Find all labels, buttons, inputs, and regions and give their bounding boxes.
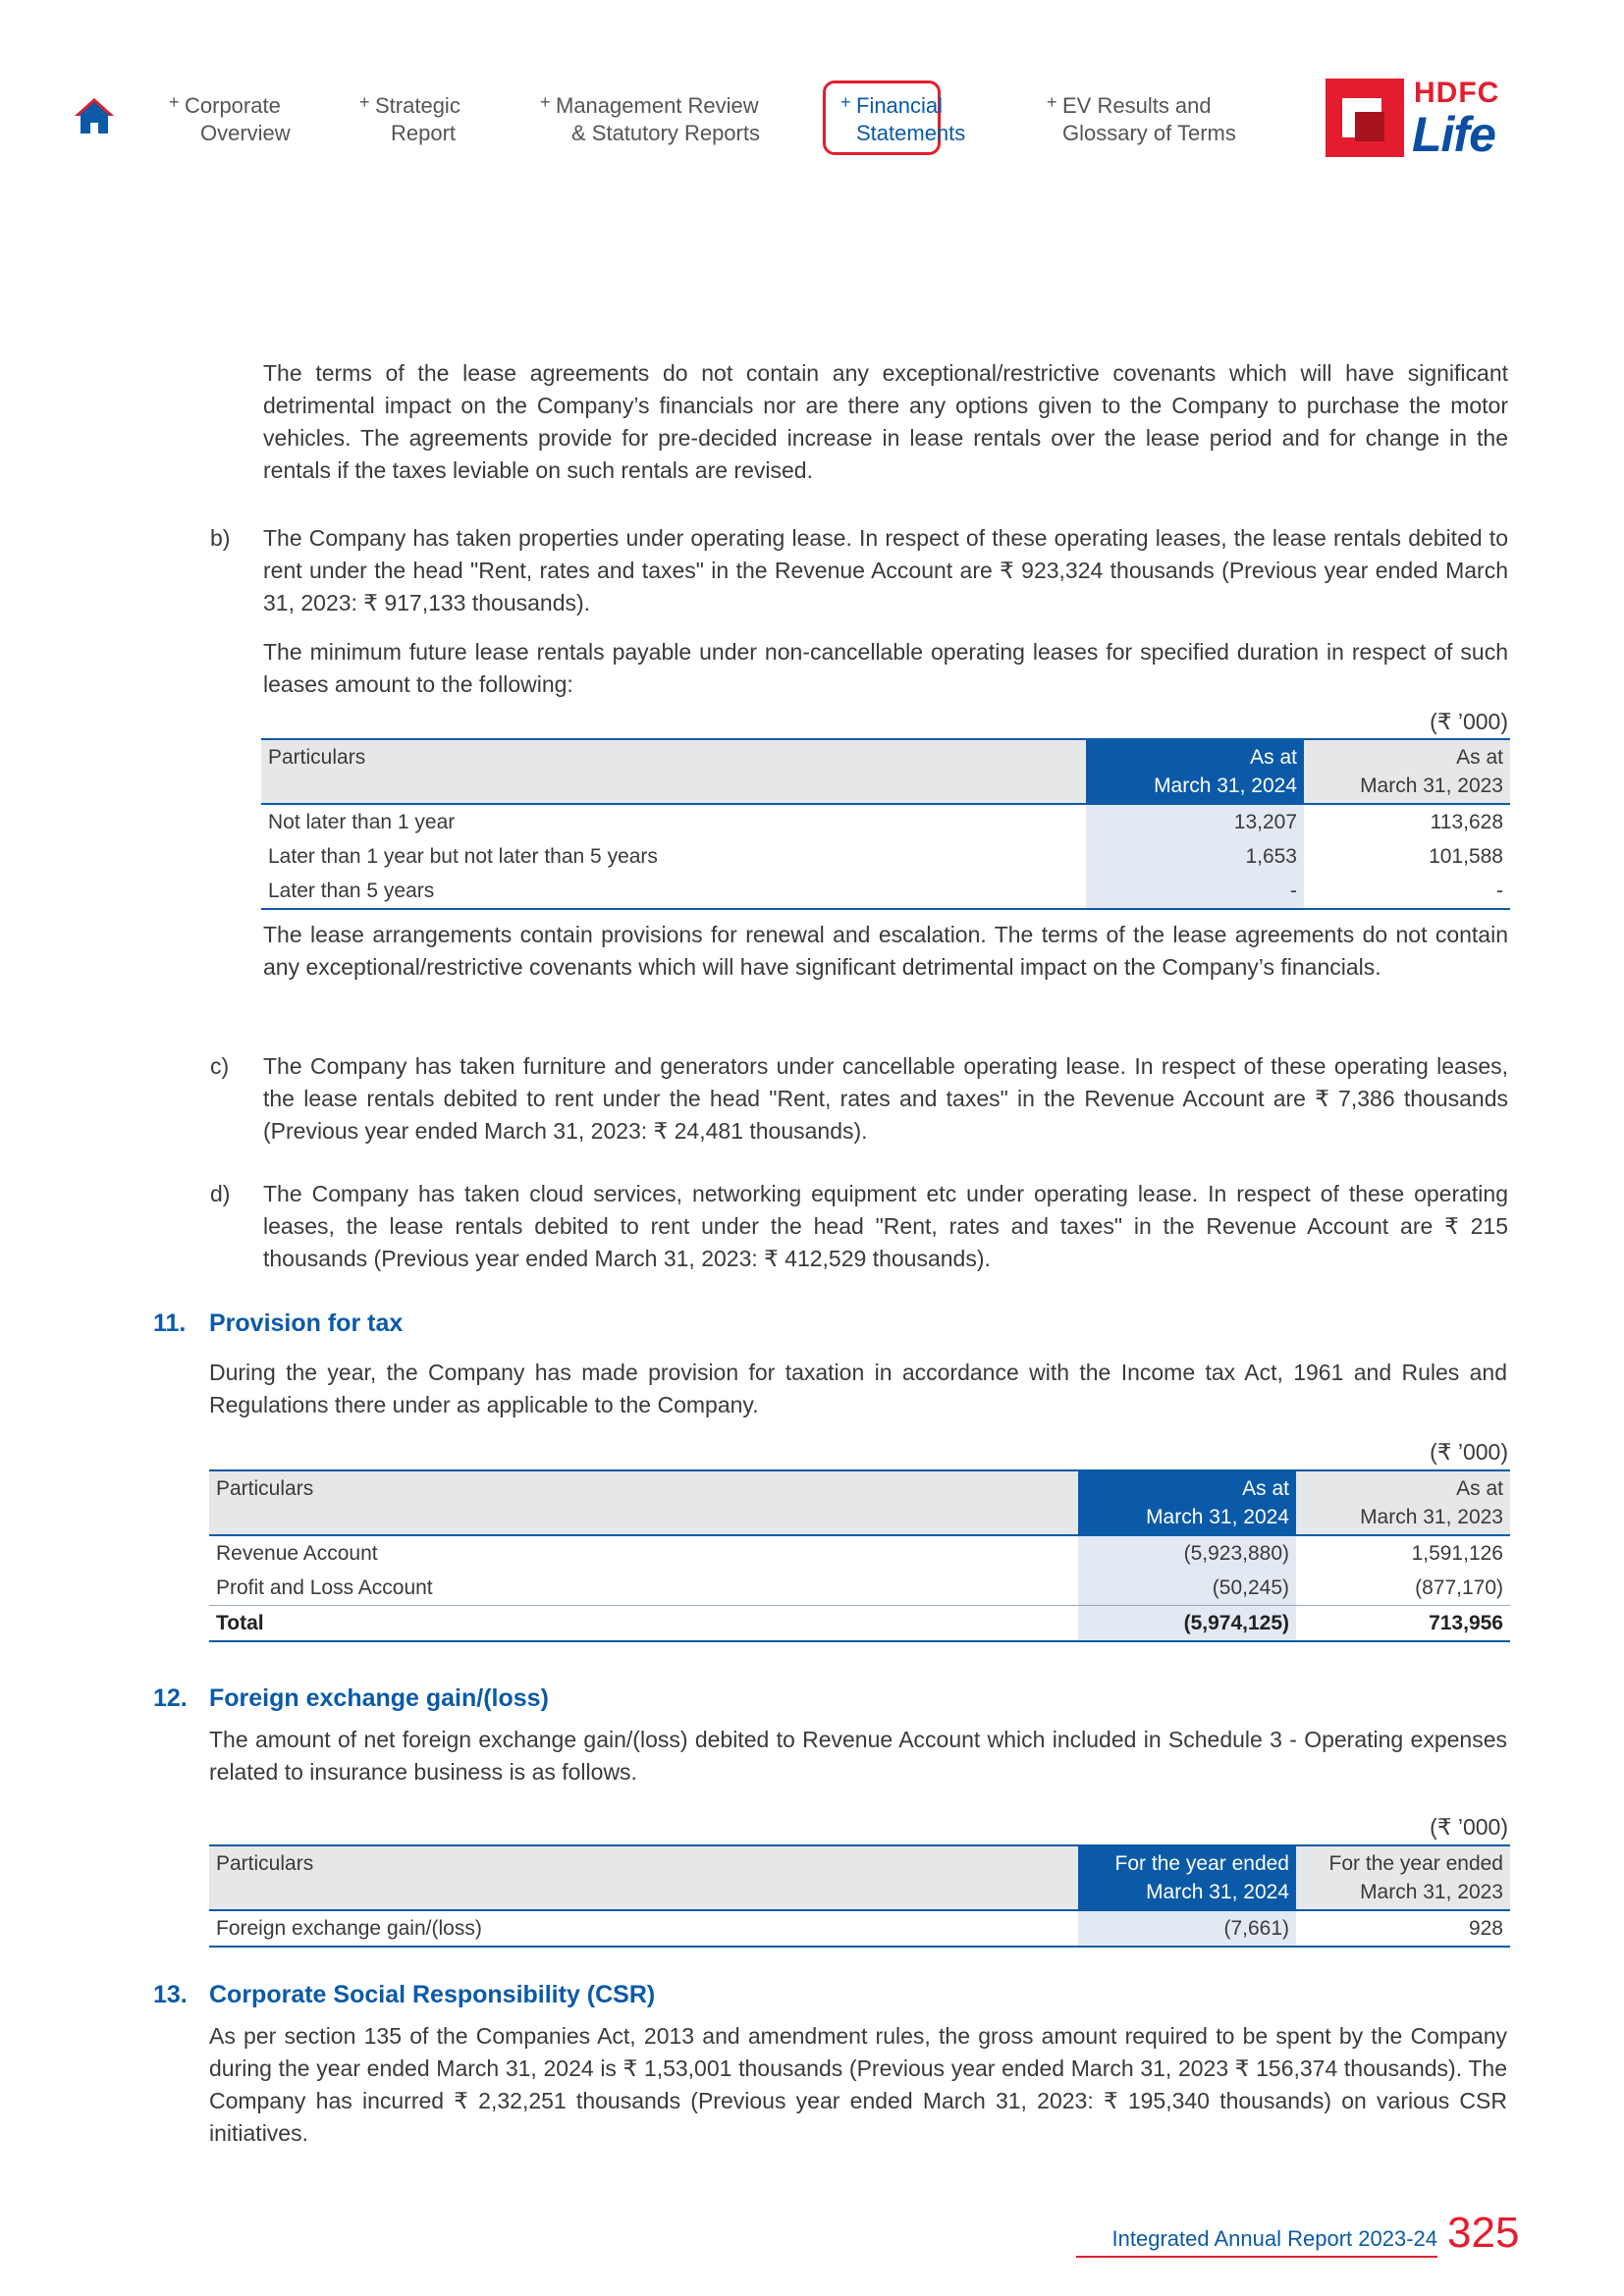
lease-b-paragraph-3: The lease arrangements contain provisions for renewal and escalation. The terms of the lease agreements do not contain any exceptional/restrictive covenants which will have significant detrimental impact on the Company’s financials. bbox=[263, 922, 1508, 980]
col-header-2023: As at March 31, 2023 bbox=[1304, 739, 1510, 804]
nav-financial-statements[interactable]: + Financial Statements bbox=[856, 92, 965, 147]
nav-strategic-report[interactable]: + Strategic Report bbox=[375, 92, 460, 147]
col-header-particulars: Particulars bbox=[209, 1845, 1078, 1910]
hdfc-life-logo: HDFC Life bbox=[1326, 77, 1512, 157]
footer-underline bbox=[1076, 2256, 1437, 2258]
nav-management-review[interactable]: + Management Review & Statutory Reports bbox=[556, 92, 760, 147]
plus-icon: + bbox=[359, 92, 370, 112]
lease-c-paragraph: The Company has taken furniture and generators under cancellable operating lease. In respect of these operating leases, the lease rentals debited to rent under the head "Rent, rates and taxes" in the Revenue Account are ₹ 7,386 thousands (Previous year ended March 31, 2023: ₹ 24,481 thousands). bbox=[263, 1053, 1508, 1144]
unit-label: (₹ ’000) bbox=[1430, 1814, 1508, 1840]
sec11-paragraph: During the year, the Company has made provision for taxation in accordance with the Income tax Act, 1961 and Rules and Regulations there under as applicable to the Company. bbox=[209, 1360, 1507, 1417]
tax-table bbox=[209, 1469, 1510, 1642]
col-header-2024: For the year ended March 31, 2024 bbox=[1078, 1845, 1296, 1910]
unit-label: (₹ ’000) bbox=[1430, 1439, 1508, 1465]
page-number: 325 bbox=[1447, 2209, 1520, 2257]
lease-table bbox=[261, 738, 1510, 910]
table-row: Foreign exchange gain/(loss) (7,661) 928 bbox=[209, 1910, 1510, 1947]
section-title: Provision for tax bbox=[209, 1309, 404, 1337]
table-row: Later than 5 years - - bbox=[261, 874, 1510, 909]
fx-table bbox=[209, 1844, 1510, 1948]
lease-intro-paragraph: The terms of the lease agreements do not contain any exceptional/restrictive covenants which will have significant detrimental impact on the Company’s financials nor are there any options given to the Company to purchase the motor vehicles. The agreements provide for pre-decided increase in lease rentals over the lease period and for change in the rentals if the taxes leviable on such rentals are revised. bbox=[263, 360, 1508, 483]
plus-icon: + bbox=[1047, 92, 1057, 112]
col-header-particulars: Particulars bbox=[261, 739, 1086, 804]
sec13-paragraph: As per section 135 of the Companies Act, 2013 and amendment rules, the gross amount required to be spent by the Company during the year ended March 31, 2024 is ₹ 1,53,001 thousands (Previous year ended March 31, 2023 ₹ 156,374 thousands). The Company has incurred ₹ 2,32,251 thousands (Previous year ended March 31, 2023: ₹ 195,340 thousands) on various CSR initiatives. bbox=[209, 2023, 1507, 2146]
item-label-b: b) bbox=[210, 525, 231, 551]
lease-d-paragraph: The Company has taken cloud services, networking equipment etc under operating lease. In respect of these operating leases, the lease rentals debited to rent under the head "Rent, rates and taxes" in the Revenue Account are ₹ 215 thousands (Previous year ended March 31, 2023: ₹ 412,529 thousands). bbox=[263, 1181, 1508, 1271]
col-header-2023: As at March 31, 2023 bbox=[1296, 1470, 1510, 1535]
sec12-paragraph: The amount of net foreign exchange gain/(loss) debited to Revenue Account which included in Schedule 3 - Operating expenses related to insurance business is as follows. bbox=[209, 1727, 1507, 1785]
plus-icon: + bbox=[540, 92, 551, 112]
section-title: Foreign exchange gain/(loss) bbox=[209, 1684, 549, 1712]
table-row: Later than 1 year but not later than 5 years 1,653 101,588 bbox=[261, 839, 1510, 874]
section-number: 11. bbox=[153, 1309, 187, 1337]
col-header-2024: As at March 31, 2024 bbox=[1078, 1470, 1296, 1535]
item-label-d: d) bbox=[210, 1181, 231, 1206]
section-number: 13. bbox=[153, 1981, 188, 2008]
footer-report-title: Integrated Annual Report 2023-24 bbox=[1111, 2226, 1437, 2251]
nav-ev-results[interactable]: + EV Results and Glossary of Terms bbox=[1062, 92, 1236, 147]
section-title: Corporate Social Responsibility (CSR) bbox=[209, 1981, 656, 2008]
lease-b-paragraph-2: The minimum future lease rentals payable under non-cancellable operating leases for specified duration in respect of such leases amount to the following: bbox=[263, 639, 1508, 697]
table-row: Not later than 1 year 13,207 113,628 bbox=[261, 804, 1510, 839]
home-icon[interactable] bbox=[73, 96, 116, 135]
item-label-c: c) bbox=[210, 1053, 230, 1079]
col-header-2024: As at March 31, 2024 bbox=[1086, 739, 1304, 804]
plus-icon: + bbox=[169, 92, 180, 112]
table-row: Revenue Account (5,923,880) 1,591,126 bbox=[209, 1535, 1510, 1571]
section-number: 12. bbox=[153, 1684, 188, 1712]
table-total-row: Total (5,974,125) 713,956 bbox=[209, 1606, 1510, 1642]
unit-label: (₹ ’000) bbox=[1430, 709, 1508, 734]
nav-corporate-overview[interactable]: + Corporate Overview bbox=[185, 92, 291, 147]
col-header-particulars: Particulars bbox=[209, 1470, 1078, 1535]
plus-icon: + bbox=[840, 92, 851, 112]
table-row: Profit and Loss Account (50,245) (877,170) bbox=[209, 1571, 1510, 1606]
lease-b-paragraph-1: The Company has taken properties under operating lease. In respect of these operating leases, the lease rentals debited to rent under the head "Rent, rates and taxes" in the Revenue Account are ₹ 923,324 thousands (Previous year ended March 31, 2023: ₹ 917,133 thousands). bbox=[263, 525, 1508, 615]
col-header-2023: For the year ended March 31, 2023 bbox=[1296, 1845, 1510, 1910]
